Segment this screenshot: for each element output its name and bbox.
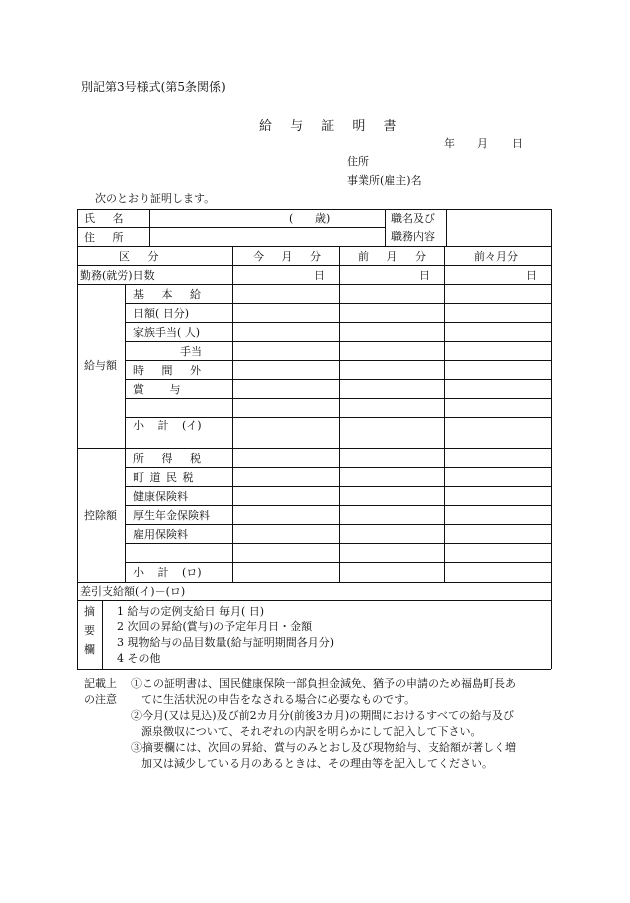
deduction-row-label: 所 得 税 [133, 452, 208, 465]
work-days-unit-last-month: 日 [419, 269, 430, 282]
form-reference: 別記第3号様式(第5条関係) [81, 80, 226, 94]
name-field[interactable] [150, 209, 385, 227]
age-open-paren: ( [289, 212, 294, 225]
employer-name-label: 事業所(雇主)名 [347, 174, 422, 187]
summary-label: 摘 [84, 605, 95, 618]
salary-section-label: 給与額 [84, 359, 117, 372]
salary-row-label: 家族手当( 人) [133, 326, 201, 339]
job-title-label-2: 職務内容 [391, 230, 435, 243]
employer-address-label: 住所 [347, 155, 369, 168]
date-day-label: 日 [512, 137, 523, 150]
salary-subtotal-label: 小 計 (イ) [133, 419, 202, 432]
column-header-two-months-ago: 前々月分 [474, 250, 518, 263]
summary-item: 1 給与の定例支給日 毎月( 日) [117, 605, 265, 618]
salary-row-label: 賞 与 [133, 383, 181, 396]
deduction-section-label: 控除額 [84, 509, 117, 522]
job-title-field[interactable] [447, 209, 551, 246]
summary-item: 4 その他 [117, 652, 161, 665]
deduction-row-label: 町 道 民 税 [133, 471, 195, 484]
deduction-subtotal-label: 小 計 (ロ) [133, 566, 202, 579]
salary-row-label: 日額( 日分) [133, 307, 190, 320]
work-days-unit-this-month: 日 [314, 269, 325, 282]
net-pay-label: 差引支給額(イ)－(ロ) [80, 585, 186, 598]
column-header-category: 区 分 [119, 250, 166, 263]
note-line: ②今月(又は見込)及び前2カ月分(前後3カ月)の期間におけるすべての給与及び [131, 709, 514, 722]
intro-text: 次のとおり証明します。 [95, 192, 216, 205]
summary-label: 要 [84, 624, 95, 637]
summary-item: 2 次回の昇給(賞与)の予定年月日・金額 [117, 620, 313, 633]
person-address-label: 住 所 [84, 231, 131, 244]
person-address-field[interactable] [150, 228, 385, 246]
note-line: ③摘要欄には、次回の昇給、賞与のみとおし及び現物給与、支給額が著しく増 [131, 741, 516, 754]
notes-label: の注意 [84, 693, 117, 706]
page-title: 給 与 証 明 書 [259, 119, 404, 134]
note-line: ①この証明書は、国民健康保険一部負担金減免、猶予の申請のため福島町長あ [131, 677, 516, 690]
summary-label: 欄 [84, 643, 95, 656]
work-days-label: 勤務(就労)日数 [80, 269, 155, 282]
date-year-label: 年 [444, 137, 455, 150]
salary-row-label: 手当 [180, 345, 202, 358]
deduction-row-label: 厚生年金保険料 [133, 509, 210, 522]
date-month-label: 月 [477, 137, 488, 150]
note-line: てに生活状況の申告をなされる場合に必要なものです。 [141, 693, 416, 706]
age-label: 歳) [315, 212, 331, 225]
notes-label: 記載上 [84, 677, 117, 690]
work-days-unit-two-months-ago: 日 [526, 269, 537, 282]
job-title-label-1: 職名及び [391, 212, 435, 225]
note-line: 源泉徴収について、それぞれの内訳を明らかにして記入して下さい。 [141, 725, 482, 738]
deduction-row-label: 雇用保険料 [133, 528, 188, 541]
summary-item: 3 現物給与の品目数量(給与証明期間各月分) [117, 636, 335, 649]
salary-row-label: 時 間 外 [133, 364, 208, 377]
note-line: 加又は減少している月のあるときは、その理由等を記入してください。 [141, 757, 493, 770]
column-header-this-month: 今 月 分 [253, 250, 328, 263]
deduction-row-label: 健康保険料 [133, 490, 188, 503]
salary-row-label: 基 本 給 [133, 288, 208, 301]
name-label: 氏 名 [84, 212, 131, 225]
column-header-last-month: 前 月 分 [358, 250, 433, 263]
